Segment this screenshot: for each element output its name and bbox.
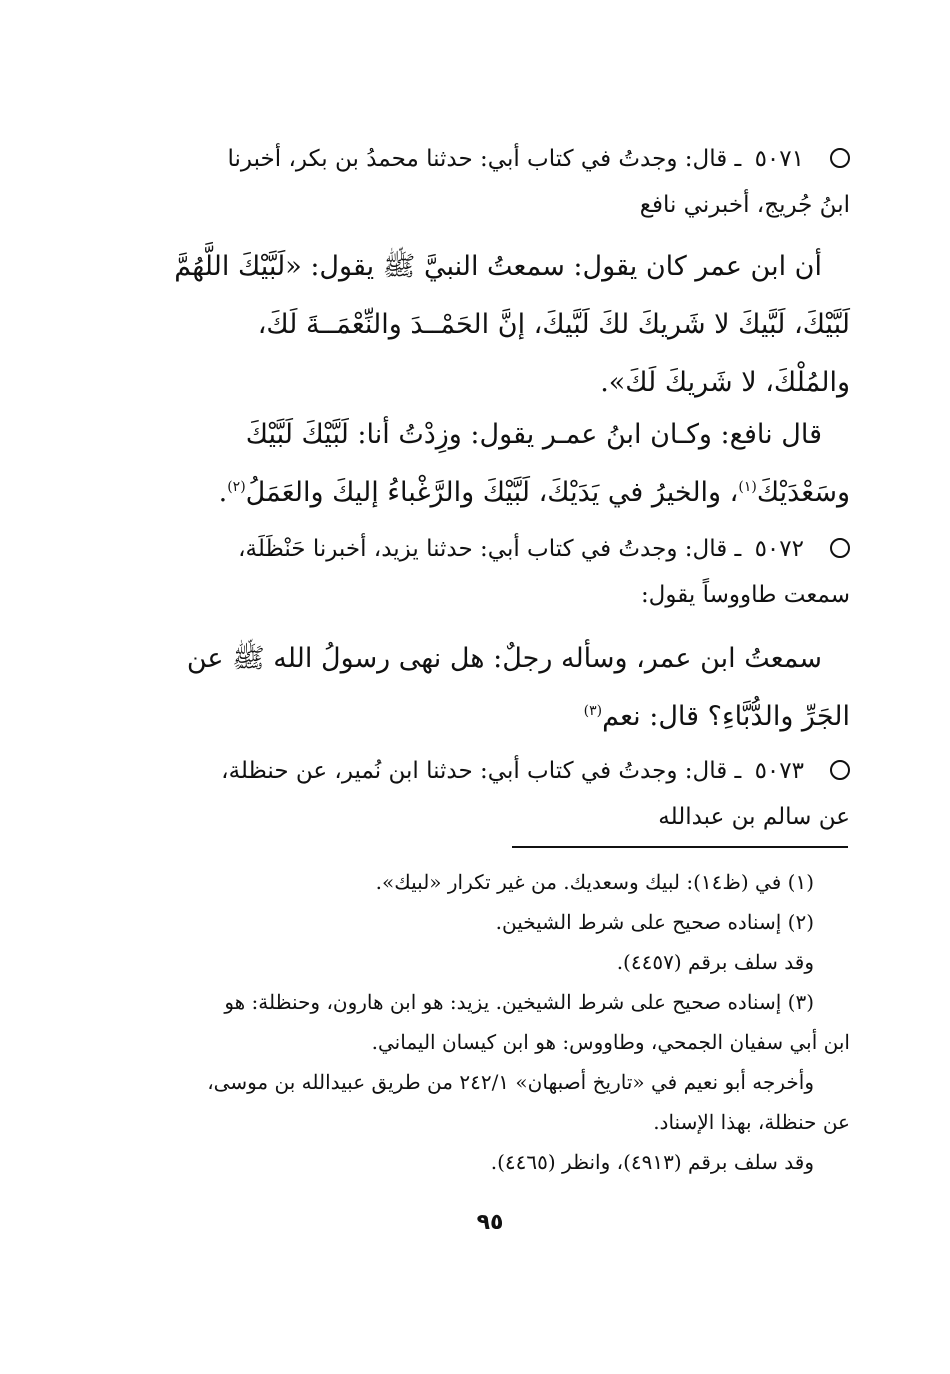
matn-text: قال نافع: وكـان ابنُ عمـر يقول: وزِدْتُ أنا: لَبَّيْكَ لَبَّيْكَ bbox=[245, 419, 822, 450]
hadith-5071-matn bbox=[150, 238, 850, 412]
circle-marker-icon bbox=[830, 538, 850, 558]
footnote-3-line: عن حنظلة، بهذا الإسناد. bbox=[653, 1110, 850, 1134]
matn-text: الجَرِّ والدُّبَّاءِ؟ قال: نعم bbox=[602, 701, 850, 732]
matn-line bbox=[150, 406, 850, 464]
isnad-line bbox=[150, 748, 850, 794]
matn-line: لَبَّيْكَ، لَبَّيكَ لا شَريكَ لكَ لَبَّيكَ، إنَّ الحَمْــدَ والنِّعْمَــةَ لَكَ، bbox=[257, 309, 850, 340]
hadith-5071-isnad bbox=[150, 136, 850, 228]
hadith-number: ٥٠٧٢ bbox=[754, 536, 804, 562]
circle-marker-icon bbox=[830, 760, 850, 780]
isnad-line: عن سالم بن عبدالله bbox=[658, 804, 850, 830]
isnad-line: سمعت طاووساً يقول: bbox=[640, 582, 850, 608]
matn-line bbox=[150, 238, 850, 296]
footnote-ref-3: (٣) bbox=[583, 703, 603, 719]
footnote-3-line: وقد سلف برقم (٤٩١٣)، وانظر (٤٤٦٥). bbox=[490, 1150, 814, 1174]
page-number: ٩٥ bbox=[476, 1210, 504, 1235]
isnad-line bbox=[150, 136, 850, 182]
matn-text: وسَعْدَيْكَ bbox=[756, 477, 850, 508]
hadith-number: ٥٠٧٣ bbox=[754, 758, 804, 784]
isnad-text: ـ قال: وجدتُ في كتاب أبي: حدثنا محمدُ بن بكر، أخبرنا bbox=[227, 146, 742, 172]
isnad-line: ابنُ جُريج، أخبرني نافع bbox=[639, 192, 850, 218]
isnad-text: ـ قال: وجدتُ في كتاب أبي: حدثنا ابن نُمير، عن حنظلة، bbox=[221, 758, 742, 784]
footnote-1: (١) في (ظ١٤): لبيك وسعديك. من غير تكرار «لبيك». bbox=[375, 870, 814, 894]
hadith-number: ٥٠٧١ bbox=[754, 146, 804, 172]
footnote-2: (٢) إسناده صحيح على شرط الشيخين. bbox=[495, 910, 814, 934]
footnote-3-line: ابن أبي سفيان الجمحي، وطاووس: هو ابن كيسان اليماني. bbox=[371, 1030, 850, 1054]
nafi-statement bbox=[150, 406, 850, 522]
matn-text: أن ابن عمر كان يقول: سمعتُ النبيَّ ﷺ يقول: «لَبَّيْكَ اللَّهُمَّ bbox=[174, 251, 822, 282]
footnote-divider bbox=[512, 846, 848, 848]
isnad-line bbox=[150, 526, 850, 572]
footnote-ref-1: (١) bbox=[738, 479, 757, 495]
matn-text: ، والخيرُ في يَدَيْكَ، لَبَّيْكَ والرَّغْباءُ إليكَ والعَمَلُ bbox=[245, 477, 739, 508]
matn-line: والمُلْكَ، لا شَريكَ لَكَ». bbox=[600, 367, 850, 398]
footnotes bbox=[150, 862, 850, 1182]
hadith-5072-isnad bbox=[150, 526, 850, 618]
isnad-text: ـ قال: وجدتُ في كتاب أبي: حدثنا يزيد، أخبرنا حَنْظَلَة، bbox=[238, 536, 742, 562]
matn-text: . bbox=[218, 477, 228, 508]
footnote-ref-2: (٢) bbox=[227, 479, 246, 495]
matn-line bbox=[150, 688, 850, 746]
matn-line bbox=[150, 630, 850, 688]
matn-line bbox=[150, 464, 850, 522]
circle-marker-icon bbox=[830, 148, 850, 168]
footnote-2-continued: وقد سلف برقم (٤٤٥٧). bbox=[616, 950, 814, 974]
matn-text: سمعتُ ابن عمر، وسأله رجلٌ: هل نهى رسولُ الله ﷺ عن bbox=[186, 643, 822, 674]
footnote-3-line: وأخرجه أبو نعيم في «تاريخ أصبهان» ٢٤٢/١ من طريق عبيدالله بن موسى، bbox=[207, 1070, 814, 1094]
hadith-5073-isnad bbox=[150, 748, 850, 840]
footnote-3: (٣) إسناده صحيح على شرط الشيخين. يزيد: هو ابن هارون، وحنظلة: هو bbox=[224, 990, 814, 1014]
hadith-5072-matn bbox=[150, 630, 850, 746]
